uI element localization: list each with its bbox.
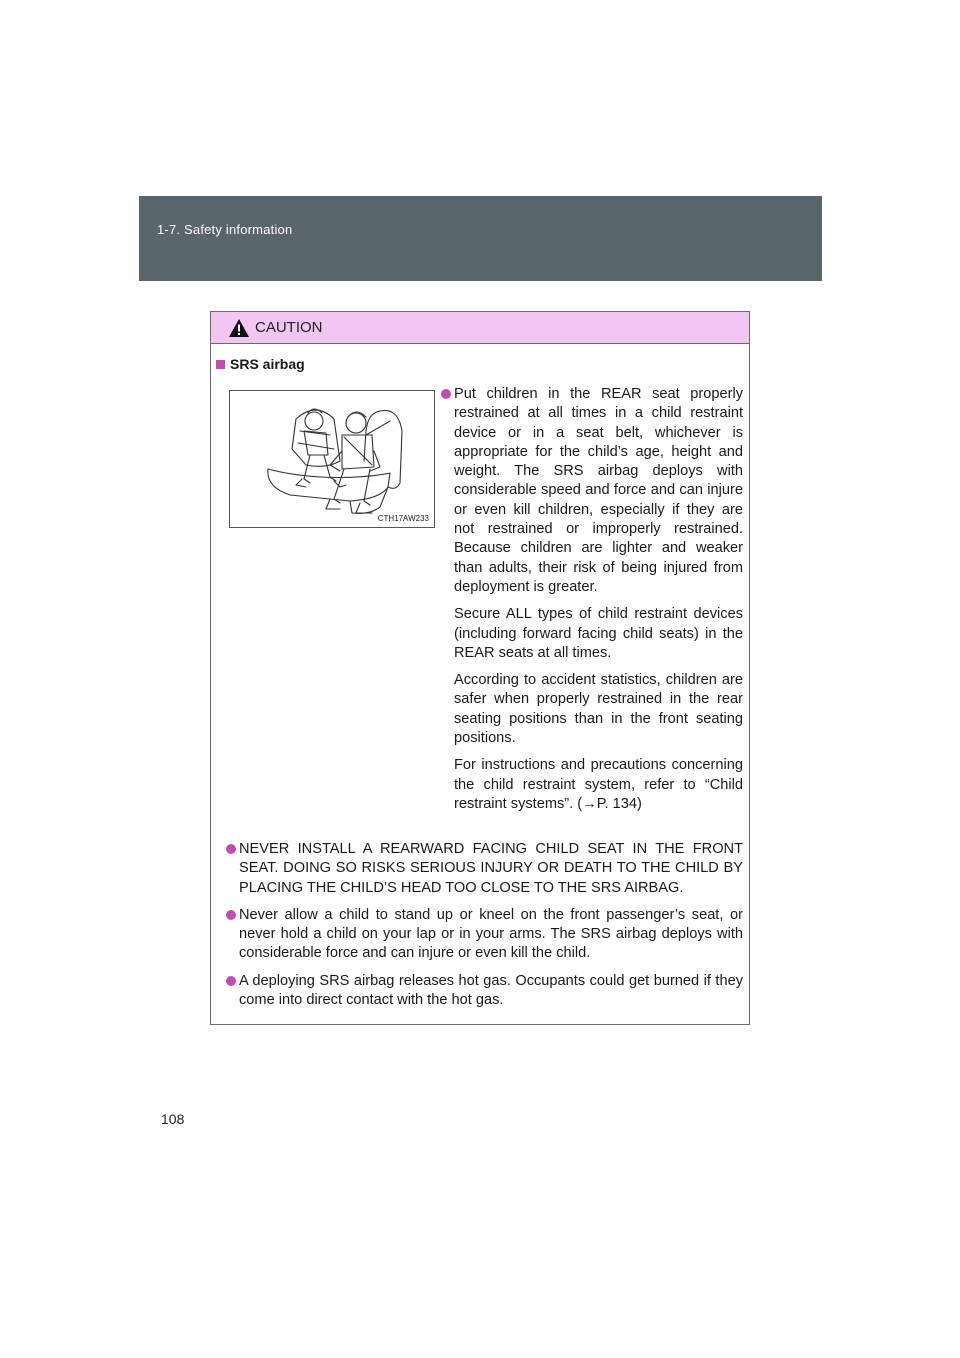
bullet-text: Never allow a child to stand up or kneel on the front passenger’s seat, or never hold a child on your lap or in your arms. The SRS airbag deploys with considerable force and can injure or even kill the child. <box>239 906 743 962</box>
section-title: 1-7. Safety information <box>157 222 293 237</box>
circle-bullet-icon <box>226 976 236 986</box>
paragraph: Secure ALL types of child restraint devices (including forward facing child seats) in the REAR seats at all times. <box>454 606 743 661</box>
section-heading <box>216 356 305 372</box>
paragraph: For instructions and precautions concerning the child restraint system, refer to “Child restraint systems”. (→P. 134) <box>454 757 743 812</box>
child-seat-illustration <box>229 390 435 528</box>
children-in-rear-seat-drawing <box>230 391 434 527</box>
square-bullet-icon <box>216 360 225 369</box>
list-item <box>226 840 743 898</box>
list-item <box>226 972 743 1011</box>
bullet-text: A deploying SRS airbag releases hot gas. Occupants could get burned if they come into direct contact with the hot gas. <box>239 972 743 1009</box>
page-number: 108 <box>161 1111 185 1127</box>
circle-bullet-icon <box>226 844 236 854</box>
circle-bullet-icon <box>226 910 236 920</box>
list-item <box>441 385 743 597</box>
circle-bullet-icon <box>441 389 451 399</box>
bullet-text: Put children in the REAR seat properly restrained at all times in a child restraint device or in a seat belt, whichever is appropriate for the child’s age, height and weight. The SRS airbag deploys with considerable speed and force and can injure or even kill children, especially if they are not restrained or improperly restrained. Because children are lighter and weaker than adults, their risk of being injured from deployment is greater. <box>454 386 743 595</box>
caution-label: CAUTION <box>255 319 323 336</box>
section-heading-text: SRS airbag <box>230 356 305 372</box>
paragraph: According to accident statistics, children are safer when properly restrained in the rear seating positions than in the front seating positions. <box>454 672 743 747</box>
full-width-bullets <box>226 840 743 1018</box>
figure-code: CTH17AW233 <box>377 514 429 523</box>
caution-box <box>210 311 750 1025</box>
bullet-text: NEVER INSTALL A REARWARD FACING CHILD SEAT IN THE FRONT SEAT. DOING SO RISKS SERIOUS INJURY OR DEATH TO THE CHILD BY PLACING THE CHILD’S HEAD TOO CLOSE TO THE SRS AIRBAG. <box>239 841 743 896</box>
warning-icon <box>228 318 250 338</box>
list-item <box>226 906 743 964</box>
caution-header <box>211 312 749 344</box>
right-bullet-column <box>441 385 743 822</box>
header-band <box>139 196 822 281</box>
